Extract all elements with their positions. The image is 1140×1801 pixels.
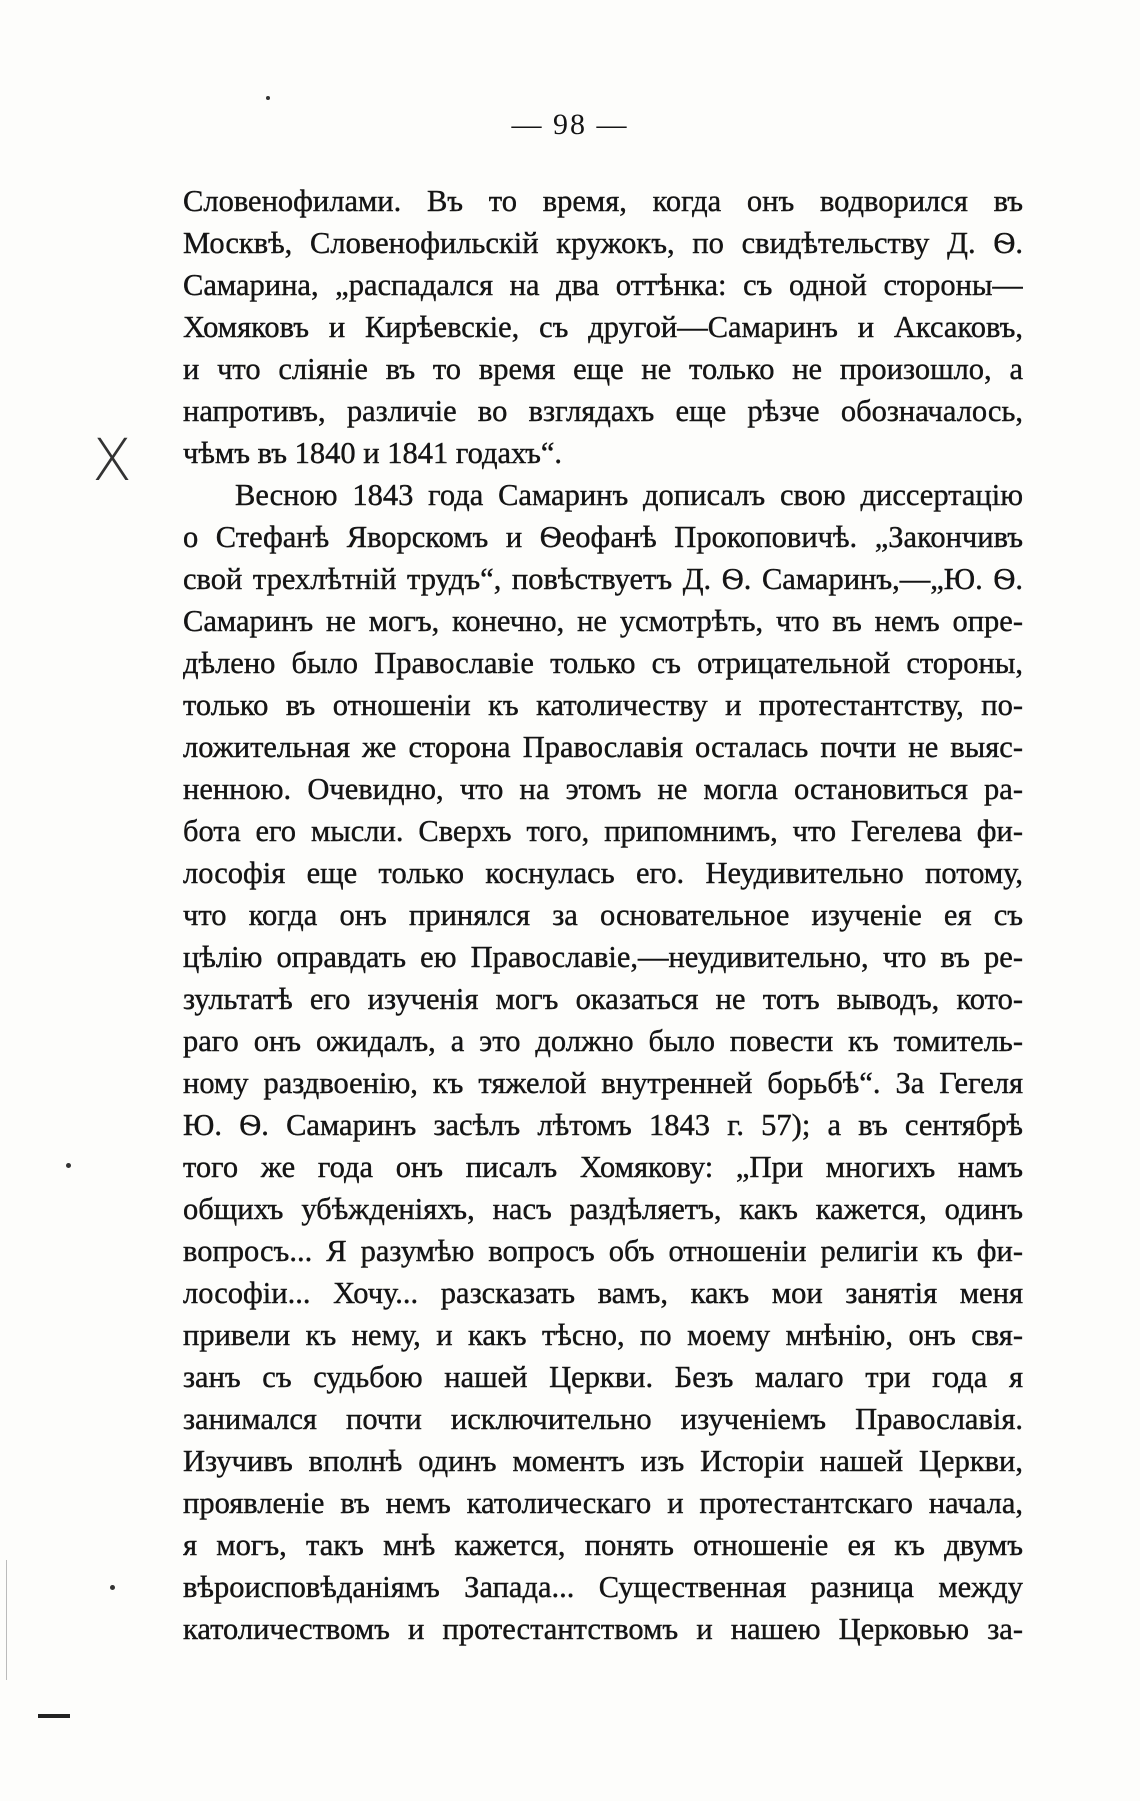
- text-line: бота его мысли. Сверхъ того, припомнимъ, что Гегелева фи-: [183, 814, 1023, 848]
- stray-dot: [110, 1585, 115, 1590]
- text-line: зультатѣ его изученія могъ оказаться не тотъ выводъ, кото-: [183, 982, 1023, 1016]
- text-line: только въ отношеніи къ католичеству и протестантству, по-: [183, 688, 1023, 722]
- text-line: Словенофилами. Въ то время, когда онъ водворился въ: [183, 184, 1023, 218]
- text-line: лософіи... Хочу... разсказать вамъ, какъ мои занятія меня: [183, 1276, 1023, 1310]
- text-line: Самаринъ не могъ, конечно, не усмотрѣть, что въ немъ опре-: [183, 604, 1023, 638]
- text-line: лософія еще только коснулась его. Неудивительно потому,: [183, 856, 1023, 890]
- text-line: что когда онъ принялся за основательное изученіе ея съ: [183, 898, 1023, 932]
- text-line: чѣмъ въ 1840 и 1841 годахъ“.: [183, 436, 563, 470]
- text-line: Изучивъ вполнѣ одинъ моментъ изъ Исторіи нашей Церкви,: [183, 1444, 1023, 1478]
- text-line: Хомяковъ и Кирѣевскіе, съ другой—Самаринъ и Аксаковъ,: [183, 310, 1023, 344]
- scan-edge-line: [6, 1560, 7, 1680]
- text-line: ному раздвоенію, къ тяжелой внутренней борьбѣ“. За Гегеля: [183, 1066, 1023, 1100]
- text-line: Весною 1843 года Самаринъ дописалъ свою диссертацію: [235, 478, 1023, 512]
- text-line: Москвѣ, Словенофильскій кружокъ, по свидѣтельству Д. Ѳ.: [183, 226, 1023, 260]
- margin-x-mark: [82, 430, 142, 490]
- text-line: ненною. Очевидно, что на этомъ не могла остановиться ра-: [183, 772, 1023, 806]
- text-line: занъ съ судьбою нашей Церкви. Безъ малаго три года я: [183, 1360, 1023, 1394]
- margin-note-text: X: [92, 430, 132, 490]
- text-line: дѣлено было Православіе только съ отрицательной стороны,: [183, 646, 1023, 680]
- stray-dot: [66, 1163, 71, 1168]
- text-line: вопросъ... Я разумѣю вопросъ объ отношеніи религіи къ фи-: [183, 1234, 1023, 1268]
- text-line: Самарина, „распадался на два оттѣнка: съ одной стороны—: [183, 268, 1023, 302]
- text-line: того же года онъ писалъ Хомякову: „При многихъ намъ: [183, 1150, 1023, 1184]
- text-line: раго онъ ожидалъ, а это должно было повести къ томитель-: [183, 1024, 1023, 1058]
- text-line: вѣроисповѣданіямъ Запада... Существенная разница между: [183, 1570, 1023, 1604]
- body-text: [183, 180, 1023, 1650]
- text-line: и что сліяніе въ то время еще не только не произошло, а: [183, 352, 1023, 386]
- stray-dash-mark: [38, 1714, 70, 1718]
- text-line: католичествомъ и протестантствомъ и нашею Церковью за-: [183, 1612, 1023, 1646]
- page-number: — 98 —: [511, 108, 629, 141]
- text-line: о Стефанѣ Яворскомъ и Ѳеофанѣ Прокоповичѣ. „Закончивъ: [183, 520, 1023, 554]
- text-line: общихъ убѣжденіяхъ, насъ раздѣляетъ, какъ кажется, одинъ: [183, 1192, 1023, 1226]
- text-line: Ю. Ѳ. Самаринъ засѣлъ лѣтомъ 1843 г. 57); а въ сентябрѣ: [183, 1108, 1023, 1142]
- text-line: занимался почти исключительно изученіемъ Православія.: [183, 1402, 1023, 1436]
- text-line: проявленіе въ немъ католическаго и протестантскаго начала,: [183, 1486, 1023, 1520]
- text-line: привели къ нему, и какъ тѣсно, по моему мнѣнію, онъ свя-: [183, 1318, 1023, 1352]
- text-line: я могъ, такъ мнѣ кажется, понять отношеніе ея къ двумъ: [183, 1528, 1023, 1562]
- text-line: свой трехлѣтній трудъ“, повѣствуетъ Д. Ѳ. Самаринъ,—„Ю. Ѳ.: [183, 562, 1023, 596]
- stray-dot: [266, 96, 270, 100]
- text-line: напротивъ, различіе во взглядахъ еще рѣзче обозначалось,: [183, 394, 1023, 428]
- text-line: ложительная же сторона Православія осталась почти не выяс-: [183, 730, 1023, 764]
- text-line: цѣлію оправдать ею Православіе,—неудивительно, что въ ре-: [183, 940, 1023, 974]
